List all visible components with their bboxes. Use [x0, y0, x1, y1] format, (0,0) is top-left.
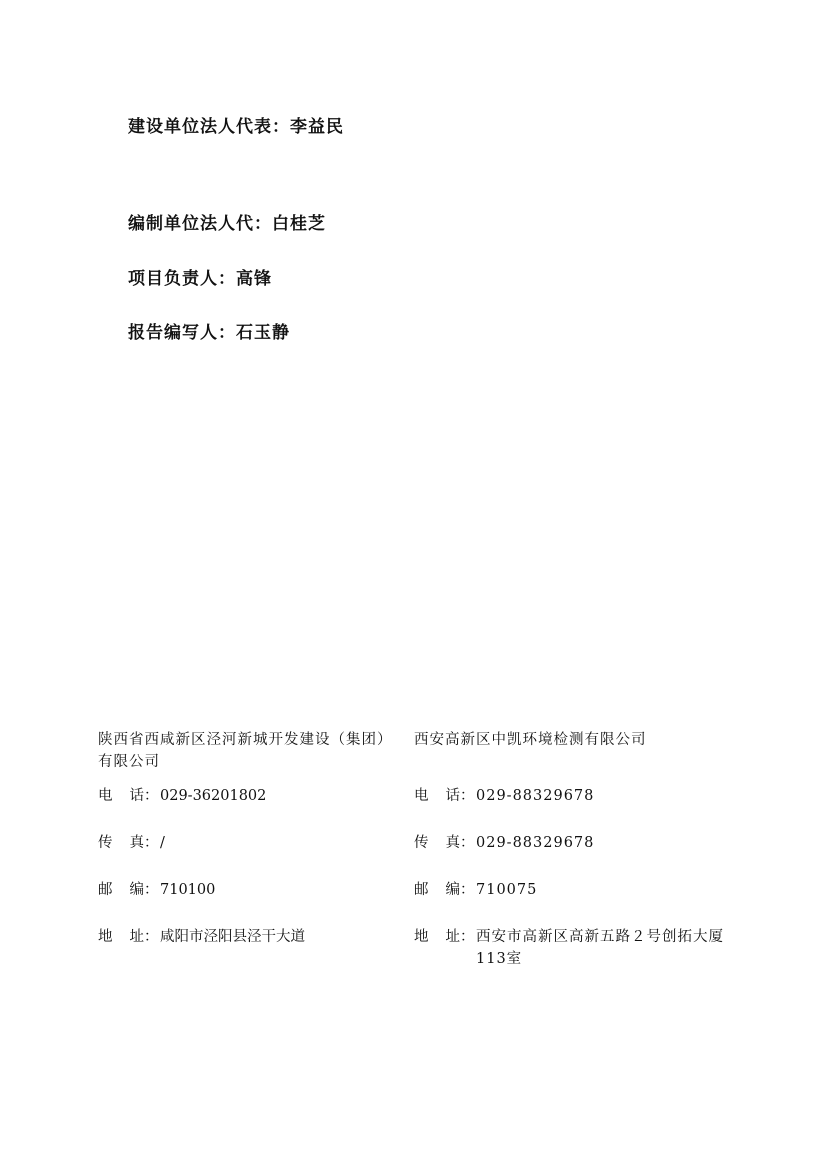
- address-label: 地 址: [98, 929, 144, 945]
- left-address-value: 咸阳市泾阳县泾干大道: [160, 929, 305, 945]
- left-fax-row: 传 真 ： /: [98, 832, 165, 854]
- right-postcode-value: 710075: [476, 882, 538, 898]
- left-fax-value: /: [160, 835, 165, 851]
- right-company-name: 西安高新区中凯环境检测有限公司: [414, 732, 647, 748]
- left-phone-value: 029-36201802: [160, 788, 267, 804]
- phone-label: 电 话: [414, 788, 460, 804]
- address-label: 地 址: [414, 929, 460, 945]
- postcode-label: 邮 编: [98, 882, 144, 898]
- right-address-value: 西安市高新区高新五路２号创拓大厦113室: [476, 929, 724, 967]
- right-fax-row: 传 真 ： 029-88329678: [414, 832, 738, 854]
- left-company-block: [98, 729, 404, 945]
- left-company-name: 陕西省西咸新区泾河新城开发建设（集团）有限公司: [98, 732, 393, 770]
- fax-label: 传 真: [98, 835, 144, 851]
- project-lead: 项目负责人：高锋: [128, 269, 272, 289]
- compiling-legal-rep: 编制单位法人代：白桂芝: [128, 214, 326, 234]
- right-postcode-row: 邮 编 ： 710075: [414, 879, 738, 901]
- left-postcode-row: 邮 编 ： 710100: [98, 879, 215, 901]
- left-phone-row: 电 话 ： 029-36201802: [98, 785, 266, 807]
- construction-legal-rep: 建设单位法人代表：李益民: [128, 117, 344, 137]
- left-address-row: 地 址 ： 咸阳市泾阳县泾干大道: [98, 926, 305, 948]
- right-fax-value: 029-88329678: [476, 835, 595, 851]
- postcode-label: 邮 编: [414, 882, 460, 898]
- left-postcode-value: 710100: [160, 882, 216, 898]
- right-phone-row: 电 话 ： 029-88329678: [414, 785, 738, 807]
- fax-label: 传 真: [414, 835, 460, 851]
- right-company-block: [414, 729, 744, 967]
- report-writer: 报告编写人：石玉静: [128, 323, 290, 343]
- right-address-row: 地 址 ： 西安市高新区高新五路２号创拓大厦113室: [414, 926, 738, 970]
- right-phone-value: 029-88329678: [476, 788, 595, 804]
- phone-label: 电 话: [98, 788, 144, 804]
